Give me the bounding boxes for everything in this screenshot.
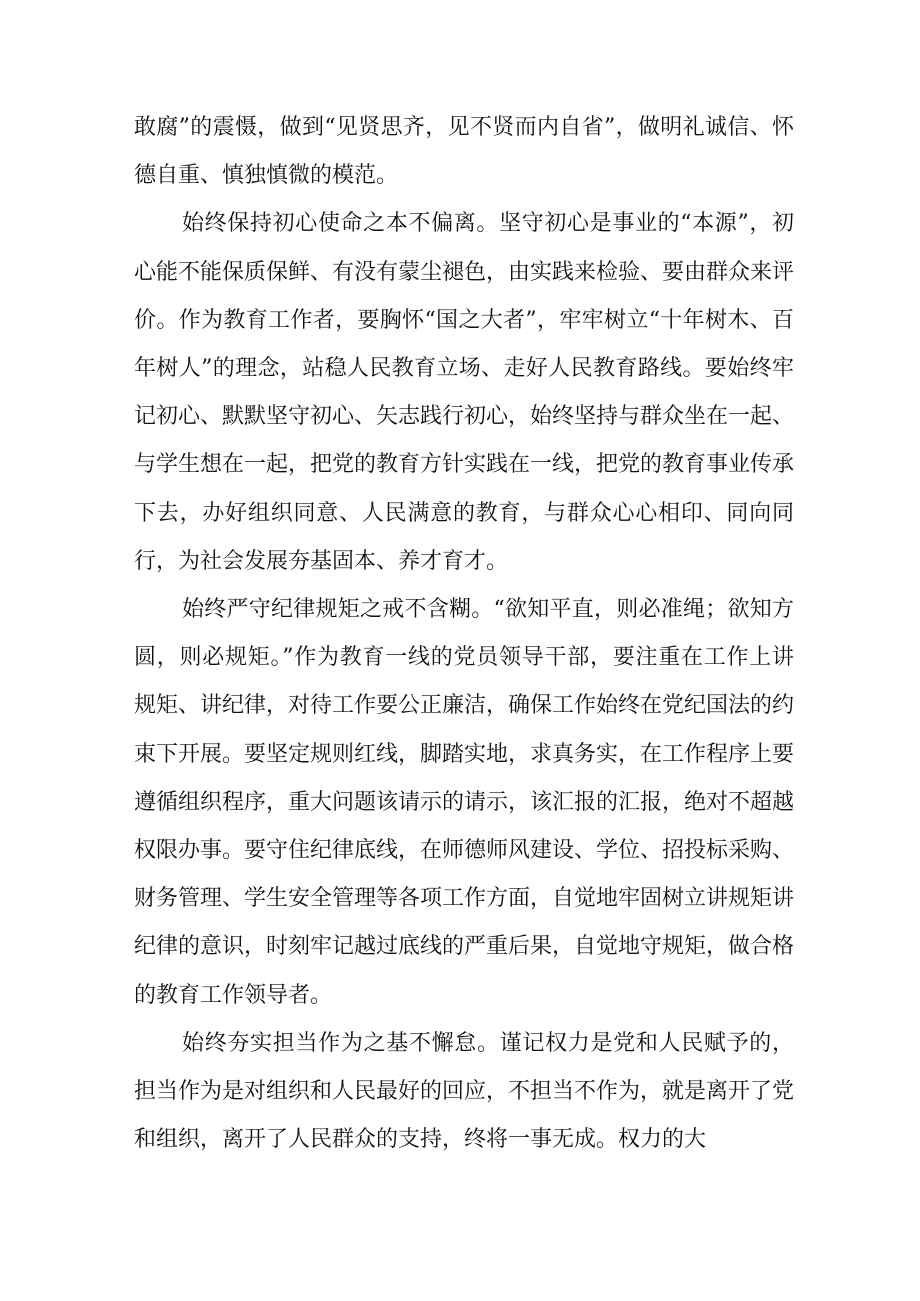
document-body — [134, 104, 794, 1164]
paragraph-responsibility: 始终夯实担当作为之基不懈怠。谨记权力是党和人民赋予的，担当作为是对组织和人民最好的回应，不担当不作为，就是离开了党和组织，离开了人民群众的支持，终将一事无成。权力的大 — [134, 1030, 795, 1153]
paragraph-initial-mission: 始终保持初心使命之本不偏离。坚守初心是事业的“本源”，初心能不能保质保鲜、有没有蒙尘褪色，由实践来检验、要由群众来评价。作为教育工作者，要胸怀“国之大者”，牢牢树立“十年树木、百年树人”的理念，站稳人民教育立场、走好人民教育路线。要始终牢记初心、默默坚守初心、矢志践行初心，始终坚持与群众坐在一起、与学生想在一起，把党的教育方针实践在一线，把党的教育事业传承下去，办好组织同意、人民满意的教育，与群众心心相印、同向同行，为社会发展夯基固本、养才育才。 — [134, 211, 795, 574]
paragraph-continuation: 敢腐”的震慑，做到“见贤思齐，见不贤而内自省”，做明礼诚信、怀德自重、慎独慎微的模范。 — [134, 115, 794, 189]
paragraph-discipline-rules: 始终严守纪律规矩之戒不含糊。“欲知平直，则必准绳；欲知方圆，则必规矩。”作为教育一线的党员领导干部，要注重在工作上讲规矩、讲纪律，对待工作要公正廉洁，确保工作始终在党纪国法的约束下开展。要坚定规则红线，脚踏实地，求真务实，在工作程序上要遵循组织程序，重大问题该请示的请示，该汇报的汇报，绝对不超越权限办事。要守住纪律底线，在师德师风建设、学位、招投标采购、财务管理、学生安全管理等各项工作方面，自觉地牢固树立讲规矩讲纪律的意识，时刻牢记越过底线的严重后果，自觉地守规矩，做合格的教育工作领导者。 — [134, 597, 795, 1008]
